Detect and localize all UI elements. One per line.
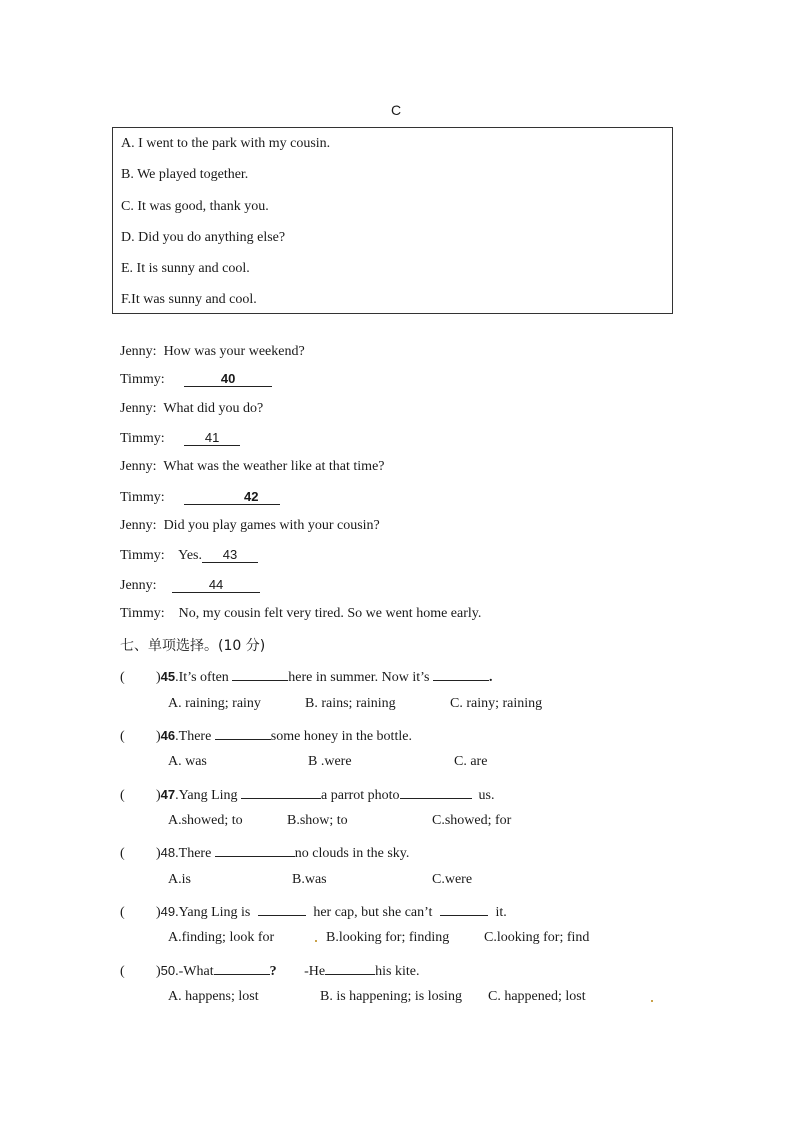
- choice[interactable]: A.finding; look for: [168, 930, 275, 945]
- dialogue-line: [120, 401, 263, 417]
- blank[interactable]: [214, 960, 270, 975]
- blank[interactable]: [400, 784, 472, 799]
- answer-paren[interactable]: (: [120, 964, 125, 979]
- question-stem: ?: [269, 964, 277, 979]
- speaker: Timmy:: [120, 548, 165, 563]
- choice[interactable]: C.were: [432, 872, 473, 887]
- speaker: Jenny:: [120, 344, 157, 359]
- blank-number: 42: [243, 489, 259, 504]
- dialogue-line: [120, 547, 258, 564]
- choice[interactable]: C.looking for; find: [484, 930, 590, 945]
- blank[interactable]: [433, 666, 489, 681]
- speaker: Jenny:: [120, 401, 157, 416]
- option-f: F.It was sunny and cool.: [121, 292, 257, 307]
- dialogue-line: [120, 489, 280, 506]
- question-stem: There: [178, 729, 212, 744]
- dialogue-line: [120, 371, 272, 388]
- question-stem: it.: [495, 905, 507, 920]
- question-50: ( )50.-What ? -He his kite.: [120, 960, 419, 980]
- section-label: C: [391, 102, 402, 118]
- choice[interactable]: B. rains; raining: [305, 696, 396, 711]
- question-number: 50: [160, 963, 176, 978]
- question-stem: some honey in the bottle.: [270, 729, 412, 744]
- question-47: ( )47.Yang Ling a parrot photo us.: [120, 784, 495, 804]
- dialogue-line: [120, 577, 260, 594]
- dialogue-line: [120, 430, 240, 447]
- answer-paren[interactable]: (: [120, 788, 125, 803]
- option-d: D. Did you do anything else?: [121, 230, 286, 245]
- choice[interactable]: A.is: [168, 872, 191, 887]
- question-stem: no clouds in the sky.: [294, 846, 410, 861]
- question-stem: us.: [478, 788, 495, 803]
- question-number: 48: [160, 845, 176, 860]
- dialogue-line: [120, 606, 481, 622]
- question-stem: a parrot photo: [321, 788, 400, 803]
- question-stem: -He: [304, 964, 326, 979]
- question-number: 47: [160, 787, 176, 802]
- question-stem: his kite.: [375, 964, 420, 979]
- choice[interactable]: B.show; to: [287, 813, 348, 828]
- question-number: 45: [160, 669, 176, 684]
- dialogue-text: What was the weather like at that time?: [163, 459, 385, 474]
- question-number: 49: [160, 904, 176, 919]
- dialogue-text: How was your weekend?: [163, 344, 305, 359]
- answer-blank-42[interactable]: [184, 489, 280, 505]
- blank[interactable]: [258, 901, 306, 916]
- question-stem: her cap, but she can’t: [313, 905, 433, 920]
- question-number: 46: [160, 728, 176, 743]
- question-stem: .: [488, 670, 493, 685]
- choice[interactable]: C. are: [454, 754, 488, 769]
- answer-blank-40[interactable]: 40: [184, 371, 272, 387]
- speaker: Jenny:: [120, 518, 157, 533]
- choice[interactable]: A. was: [168, 754, 207, 769]
- option-e: E. It is sunny and cool.: [121, 261, 250, 276]
- dialogue-prefix: Yes.: [178, 548, 202, 563]
- choice[interactable]: C. rainy; raining: [450, 696, 543, 711]
- dialogue-line: [120, 344, 305, 360]
- question-stem: Yang Ling is: [178, 905, 251, 920]
- blank[interactable]: [325, 960, 375, 975]
- option-c: C. It was good, thank you.: [121, 199, 269, 214]
- answer-blank-41[interactable]: 41: [184, 430, 240, 446]
- answer-blank-43[interactable]: 43: [202, 547, 258, 563]
- speaker: Timmy:: [120, 372, 165, 387]
- question-stem: here in summer. Now it’s: [288, 670, 430, 685]
- blank[interactable]: [232, 666, 288, 681]
- choice[interactable]: C. happened; lost: [488, 989, 586, 1004]
- answer-paren[interactable]: (: [120, 670, 125, 685]
- question-49: ( )49.Yang Ling is her cap, but she can’t it.: [120, 901, 507, 921]
- choice[interactable]: A.showed; to: [168, 813, 243, 828]
- blank[interactable]: [215, 725, 271, 740]
- answer-paren[interactable]: (: [120, 729, 125, 744]
- speaker: Timmy:: [120, 606, 165, 621]
- blank[interactable]: [241, 784, 321, 799]
- question-stem: It’s often: [178, 670, 229, 685]
- scan-dot: [651, 1000, 653, 1002]
- answer-paren[interactable]: (: [120, 846, 125, 861]
- speaker: Jenny:: [120, 459, 157, 474]
- blank[interactable]: [215, 842, 295, 857]
- dialogue-text: No, my cousin felt very tired. So we went home early.: [178, 606, 482, 621]
- choice[interactable]: A. raining; rainy: [168, 696, 261, 711]
- answer-paren[interactable]: (: [120, 905, 125, 920]
- answer-blank-44[interactable]: 44: [172, 577, 260, 593]
- scan-dot: [315, 940, 317, 942]
- speaker: Timmy:: [120, 431, 165, 446]
- choice[interactable]: B.looking for; finding: [326, 930, 450, 945]
- choice[interactable]: C.showed; for: [432, 813, 512, 828]
- question-46: ( )46.There some honey in the bottle.: [120, 725, 412, 745]
- option-b: B. We played together.: [121, 167, 249, 182]
- question-stem: -What: [178, 964, 214, 979]
- choice[interactable]: A. happens; lost: [168, 989, 259, 1004]
- blank[interactable]: [440, 901, 488, 916]
- section-heading: 七、单项选择。(10 分): [120, 638, 266, 654]
- question-stem: There: [178, 846, 212, 861]
- question-stem: Yang Ling: [178, 788, 238, 803]
- dialogue-text: What did you do?: [163, 401, 264, 416]
- dialogue-line: [120, 518, 380, 534]
- question-45: ( )45.It’s often here in summer. Now it’s .: [120, 666, 492, 686]
- speaker: Timmy:: [120, 490, 165, 505]
- options-box: [112, 127, 673, 314]
- choice[interactable]: B. is happening; is losing: [320, 989, 462, 1004]
- option-a: A. I went to the park with my cousin.: [121, 136, 331, 151]
- speaker: Jenny:: [120, 578, 157, 593]
- dialogue-line: [120, 459, 385, 475]
- choice[interactable]: B .were: [308, 754, 352, 769]
- question-48: ( )48.There no clouds in the sky.: [120, 842, 409, 862]
- choice[interactable]: B.was: [292, 872, 327, 887]
- dialogue-text: Did you play games with your cousin?: [163, 518, 380, 533]
